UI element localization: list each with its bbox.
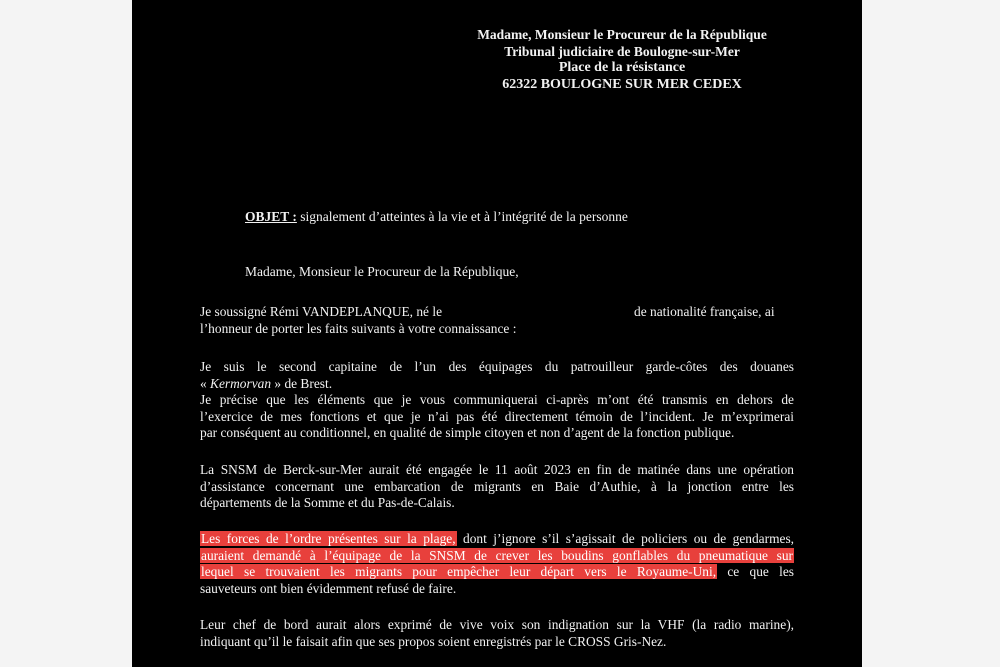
subject-text: signalement d’atteintes à la vie et à l’intégrité de la personne — [296, 209, 628, 224]
forces-line-4: sauveteurs ont bien évidemment refusé de faire. — [200, 580, 457, 596]
role-line-5: par conséquent au conditionnel, en qualité de simple citoyen et non d’agent de la fonction publique. — [200, 425, 735, 440]
salutation: Madame, Monsieur le Procureur de la République, — [245, 264, 519, 279]
subject-label: OBJET : — [245, 209, 297, 224]
vhf-line-2: indiquant qu’il le faisait afin que ses propos soient enregistrés par le CROSS Gris-Nez. — [200, 633, 667, 649]
paragraph-vhf — [200, 617, 794, 650]
vessel-name: Kermorvan — [210, 375, 272, 391]
forces-line-3: lequel se trouvaient les migrants pour empêcher leur départ vers le Royaume-Uni, ce que les — [201, 564, 795, 579]
address-line-1: Madame, Monsieur le Procureur de la République — [477, 27, 767, 42]
role-line-4: l’exercice de mes fonctions et que je n’ai pas été directement témoin de l’incident. Je m’exprimerai — [200, 408, 794, 424]
highlight-2: auraient demandé à l’équipage de la SNSM de crever les boudins gonflables du pneumatique sur — [201, 547, 793, 563]
recipient-address — [432, 27, 812, 93]
highlight-1: Les forces de l’ordre présentes sur la plage, — [201, 531, 456, 546]
paragraph-incident — [200, 462, 794, 512]
role-line-3: Je précise que les éléments que je vous communiquerai ci-après m’ont été transmis en dehors de — [200, 392, 794, 407]
identity-text-b: de nationalité française, ai — [634, 304, 775, 319]
address-line-4: 62322 BOULOGNE SUR MER CEDEX — [502, 76, 742, 92]
subject-line — [245, 209, 628, 225]
vhf-line-1: Leur chef de bord aurait alors exprimé de vive voix son indignation sur la VHF (la radio marine), — [200, 617, 794, 632]
letter-page — [132, 0, 862, 667]
paragraph-identity — [200, 304, 794, 337]
paragraph-forces — [200, 531, 794, 597]
address-line-3: Place de la résistance — [558, 60, 686, 75]
incident-line-2: d’assistance concernant une embarcation de migrants en Baie d’Authie, à la jonction entre les — [200, 478, 794, 494]
forces-line-2 — [200, 548, 794, 565]
address-line-2: Tribunal judiciaire de Boulogne-sur-Mer — [504, 43, 740, 59]
role-line-1: Je suis le second capitaine de l’un des équipages du patrouilleur garde-côtes des douanes — [200, 359, 794, 374]
forces-line-1: Les forces de l’ordre présentes sur la plage, dont j’ignore s’il s’agissait de policiers ou de gendarmes, — [201, 531, 794, 546]
incident-line-1: La SNSM de Berck-sur-Mer aurait été engagée le 11 août 2023 en fin de matinée dans une opération — [200, 462, 794, 477]
paragraph-role — [200, 359, 794, 442]
incident-line-3: départements de la Somme et du Pas-de-Calais. — [200, 495, 455, 510]
identity-text-a: Je soussigné Rémi VANDEPLANQUE, né le — [200, 304, 443, 319]
highlight-3: lequel se trouvaient les migrants pour empêcher leur départ vers le Royaume-Uni, — [201, 564, 717, 579]
role-line-2: « Kermorvan » de Brest. — [200, 375, 333, 391]
identity-text-c: l’honneur de porter les faits suivants à votre connaissance : — [200, 320, 517, 336]
